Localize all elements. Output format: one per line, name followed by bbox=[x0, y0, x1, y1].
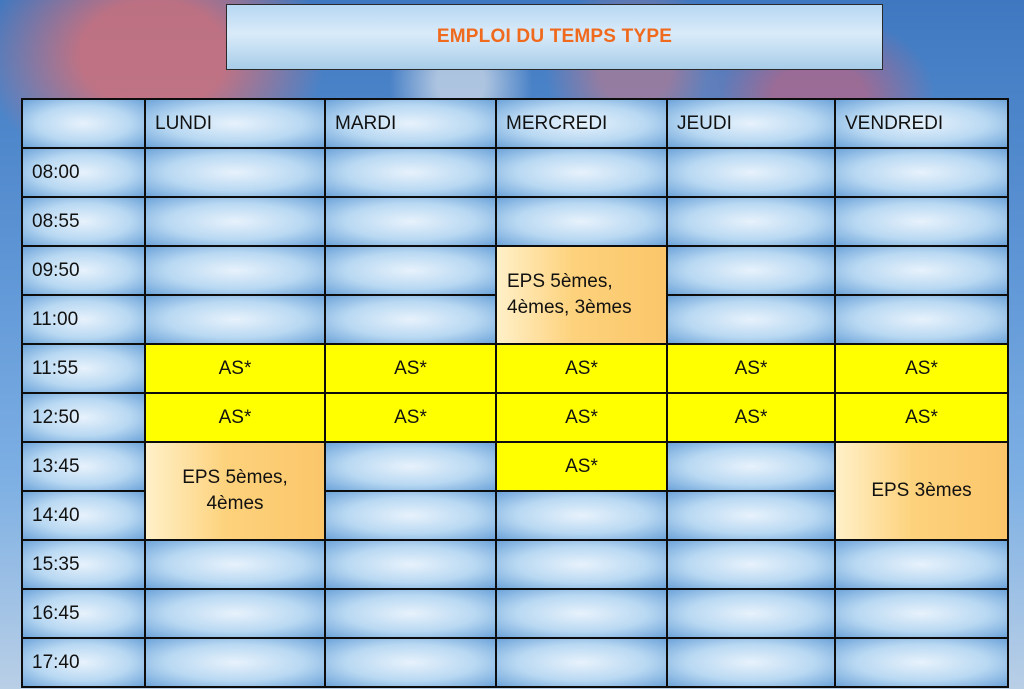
time-label: 13:45 bbox=[22, 442, 145, 491]
event-as: AS* bbox=[667, 393, 835, 442]
empty-slot bbox=[325, 295, 496, 344]
empty-slot bbox=[667, 540, 835, 589]
event-as: AS* bbox=[325, 393, 496, 442]
day-header-jeudi: JEUDI bbox=[667, 99, 835, 148]
empty-slot bbox=[496, 148, 667, 197]
event-eps-mercredi-line2: 4èmes, 3èmes bbox=[507, 297, 632, 318]
day-header-lundi: LUNDI bbox=[145, 99, 325, 148]
empty-slot bbox=[496, 638, 667, 687]
time-row bbox=[22, 442, 1008, 491]
event-as: AS* bbox=[325, 344, 496, 393]
day-header-mardi: MARDI bbox=[325, 99, 496, 148]
event-eps-lundi-line1: EPS 5èmes, bbox=[182, 467, 288, 489]
event-as: AS* bbox=[496, 344, 667, 393]
time-row bbox=[22, 638, 1008, 687]
empty-slot bbox=[325, 246, 496, 295]
time-label: 09:50 bbox=[22, 246, 145, 295]
time-row bbox=[22, 393, 1008, 442]
empty-slot bbox=[667, 638, 835, 687]
event-as: AS* bbox=[835, 344, 1008, 393]
empty-slot bbox=[835, 540, 1008, 589]
empty-slot bbox=[667, 295, 835, 344]
page-title: EMPLOI DU TEMPS TYPE bbox=[436, 26, 673, 47]
event-eps-lundi-line2: 4èmes bbox=[206, 493, 264, 514]
event-as: AS* bbox=[496, 442, 667, 491]
empty-slot bbox=[325, 442, 496, 491]
time-label: 11:55 bbox=[22, 344, 145, 393]
empty-slot bbox=[835, 638, 1008, 687]
time-row bbox=[22, 344, 1008, 393]
header-row bbox=[22, 99, 1008, 148]
time-label: 11:00 bbox=[22, 295, 145, 344]
time-row bbox=[22, 540, 1008, 589]
empty-slot bbox=[835, 295, 1008, 344]
event-eps-vendredi: EPS 3èmes bbox=[835, 442, 1008, 540]
empty-slot bbox=[667, 442, 835, 491]
corner-cell bbox=[22, 99, 145, 148]
time-row bbox=[22, 589, 1008, 638]
event-eps-mercredi-line1: EPS 5èmes, bbox=[507, 271, 613, 293]
empty-slot bbox=[145, 540, 325, 589]
empty-slot bbox=[835, 197, 1008, 246]
event-eps-mercredi bbox=[496, 246, 667, 344]
empty-slot bbox=[667, 197, 835, 246]
time-label: 15:35 bbox=[22, 540, 145, 589]
empty-slot bbox=[145, 246, 325, 295]
empty-slot bbox=[145, 295, 325, 344]
time-label: 08:55 bbox=[22, 197, 145, 246]
empty-slot bbox=[667, 491, 835, 540]
empty-slot bbox=[325, 197, 496, 246]
time-row bbox=[22, 197, 1008, 246]
empty-slot bbox=[835, 589, 1008, 638]
empty-slot bbox=[667, 148, 835, 197]
empty-slot bbox=[667, 589, 835, 638]
empty-slot bbox=[496, 540, 667, 589]
time-label: 12:50 bbox=[22, 393, 145, 442]
empty-slot bbox=[325, 491, 496, 540]
event-as: AS* bbox=[145, 344, 325, 393]
empty-slot bbox=[496, 589, 667, 638]
event-as: AS* bbox=[145, 393, 325, 442]
empty-slot bbox=[145, 197, 325, 246]
empty-slot bbox=[496, 491, 667, 540]
time-label: 08:00 bbox=[22, 148, 145, 197]
time-label: 14:40 bbox=[22, 491, 145, 540]
day-header-vendredi: VENDREDI bbox=[835, 99, 1008, 148]
empty-slot bbox=[835, 148, 1008, 197]
event-as: AS* bbox=[835, 393, 1008, 442]
time-row bbox=[22, 148, 1008, 197]
empty-slot bbox=[835, 246, 1008, 295]
event-eps-lundi bbox=[145, 442, 325, 540]
page-title-box bbox=[226, 4, 883, 70]
empty-slot bbox=[496, 197, 667, 246]
empty-slot bbox=[325, 148, 496, 197]
empty-slot bbox=[145, 638, 325, 687]
event-as: AS* bbox=[496, 393, 667, 442]
timetable bbox=[21, 98, 1009, 688]
empty-slot bbox=[325, 638, 496, 687]
time-label: 17:40 bbox=[22, 638, 145, 687]
day-header-mercredi: MERCREDI bbox=[496, 99, 667, 148]
time-label: 16:45 bbox=[22, 589, 145, 638]
empty-slot bbox=[325, 589, 496, 638]
empty-slot bbox=[325, 540, 496, 589]
empty-slot bbox=[667, 246, 835, 295]
empty-slot bbox=[145, 148, 325, 197]
empty-slot bbox=[145, 589, 325, 638]
time-row bbox=[22, 246, 1008, 295]
event-as: AS* bbox=[667, 344, 835, 393]
